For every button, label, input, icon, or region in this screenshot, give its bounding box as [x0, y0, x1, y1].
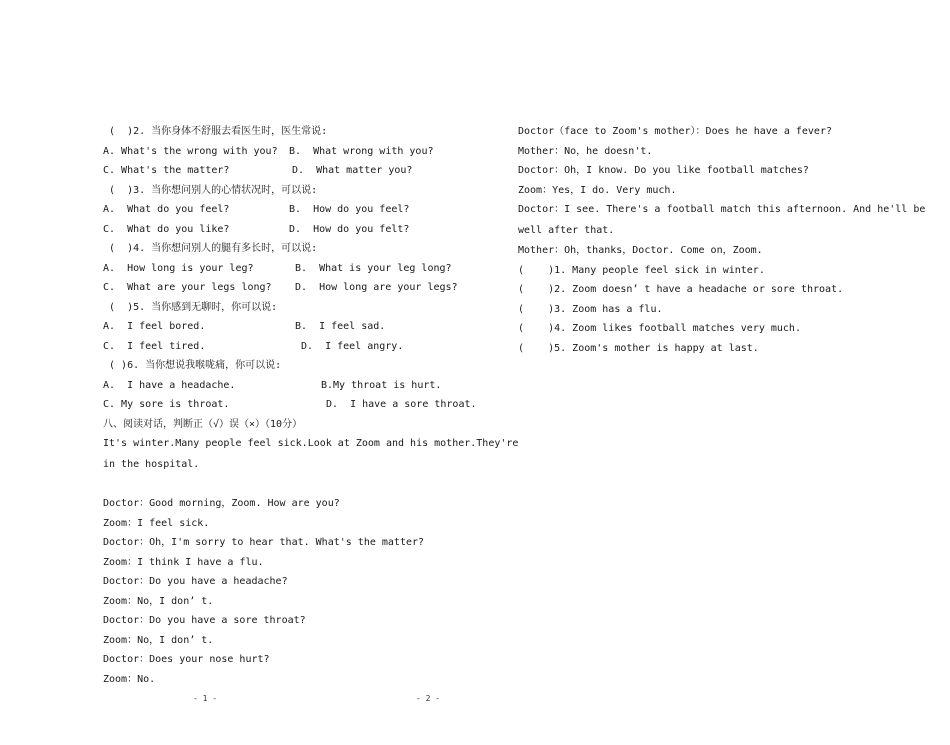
- text-line: Doctor：Good morning，Zoom. How are you?: [103, 498, 340, 509]
- option-b: D. I feel angry.: [301, 340, 404, 352]
- text-line: Zoom：No，I don’ t.: [103, 595, 214, 607]
- option-b: D. I have a sore throat.: [326, 399, 477, 410]
- text-line: Zoom：Yes，I do. Very much.: [518, 184, 677, 196]
- page-number-left: - 1 -: [193, 694, 218, 703]
- text-line: Zoom：No.: [103, 673, 156, 685]
- text-line: ( )1. Many people feel sick in winter.: [518, 264, 765, 276]
- text-line: ( )3. 当你想问别人的心情状况时，可以说:: [103, 184, 318, 196]
- option-a: C. I feel tired.: [103, 340, 206, 352]
- answer-options-row: [103, 278, 493, 298]
- answer-options-row: [103, 259, 493, 279]
- option-a: C. What do you like?: [103, 223, 230, 235]
- text-line: ( )2. 当你身体不舒服去看医生时，医生常说:: [103, 126, 328, 137]
- text-line: 八、阅读对话，判断正（√）误（×）（10分）: [103, 418, 303, 430]
- text-line: ( )5. 当你感到无聊时，你可以说:: [103, 301, 278, 313]
- option-a: A. What do you feel?: [103, 204, 230, 215]
- option-b: D. How long are your legs?: [295, 282, 458, 293]
- text-line: ( )3. Zoom has a flu.: [518, 303, 663, 315]
- answer-options-row: [103, 200, 493, 220]
- option-b: B. What is your leg long?: [295, 262, 452, 274]
- option-a: C. What's the matter?: [103, 165, 230, 176]
- text-line: Zoom：I feel sick.: [103, 517, 210, 529]
- option-a: C. My sore is throat.: [103, 399, 230, 410]
- text-line: ( )2. Zoom doesn’ t have a headache or sore throat.: [518, 284, 844, 295]
- text-line: ( )6. 当你想说我喉咙痛，你可以说:: [103, 360, 282, 371]
- text-line: Doctor：Do you have a headache?: [103, 576, 288, 587]
- text-line: Zoom：I think I have a flu.: [103, 556, 264, 568]
- option-a: A. I have a headache.: [103, 379, 236, 391]
- text-line: Mother：Oh，thanks，Doctor. Come on，Zoom.: [518, 245, 763, 256]
- text-line: Doctor：I see. There's a football match this afternoon. And he'll be: [518, 204, 926, 215]
- answer-options-row: [103, 161, 493, 181]
- option-a: A. What's the wrong with you?: [103, 145, 278, 157]
- answer-options-row: [103, 142, 493, 162]
- text-line: well after that.: [518, 224, 615, 236]
- text-line: Doctor：Oh，I'm sorry to hear that. What's the matter?: [103, 537, 425, 548]
- page-number-right: - 2 -: [416, 694, 441, 703]
- text-line: ( )5. Zoom's mother is happy at last.: [518, 342, 759, 354]
- answer-options-row: [103, 395, 493, 415]
- text-line: Mother：No，he doesn't.: [518, 145, 653, 157]
- text-line: It's winter.Many people feel sick.Look at Zoom and his mother.They're: [103, 438, 519, 449]
- option-a: A. I feel bored.: [103, 321, 206, 332]
- text-line: in the hospital.: [103, 458, 200, 470]
- text-line: Zoom：No，I don’ t.: [103, 634, 214, 646]
- answer-options-row: [103, 337, 493, 357]
- answer-options-row: [103, 376, 493, 396]
- text-line: ( )4. Zoom likes football matches very much.: [518, 323, 801, 334]
- answer-options-row: [103, 220, 493, 240]
- option-a: C. What are your legs long?: [103, 282, 272, 293]
- option-b: D. What matter you?: [292, 165, 413, 176]
- option-a: A. How long is your leg?: [103, 262, 254, 274]
- option-b: B. How do you feel?: [289, 204, 410, 215]
- text-line: Doctor（face to Zoom's mother）：Does he have a fever?: [518, 126, 832, 137]
- option-b: B. I feel sad.: [295, 321, 386, 332]
- option-b: D. How do you felt?: [289, 223, 410, 235]
- text-line: ( )4. 当你想问别人的腿有多长时，可以说:: [103, 243, 318, 254]
- option-b: B. What wrong with you?: [289, 145, 434, 157]
- answer-options-row: [103, 317, 493, 337]
- blank-line: [103, 475, 493, 494]
- text-line: Doctor：Does your nose hurt?: [103, 654, 270, 665]
- left-column: [103, 122, 519, 689]
- right-column: [518, 122, 926, 358]
- option-b: B.My throat is hurt.: [321, 379, 442, 391]
- text-line: Doctor：Oh，I know. Do you like football matches?: [518, 165, 809, 176]
- text-line: Doctor：Do you have a sore throat?: [103, 615, 306, 626]
